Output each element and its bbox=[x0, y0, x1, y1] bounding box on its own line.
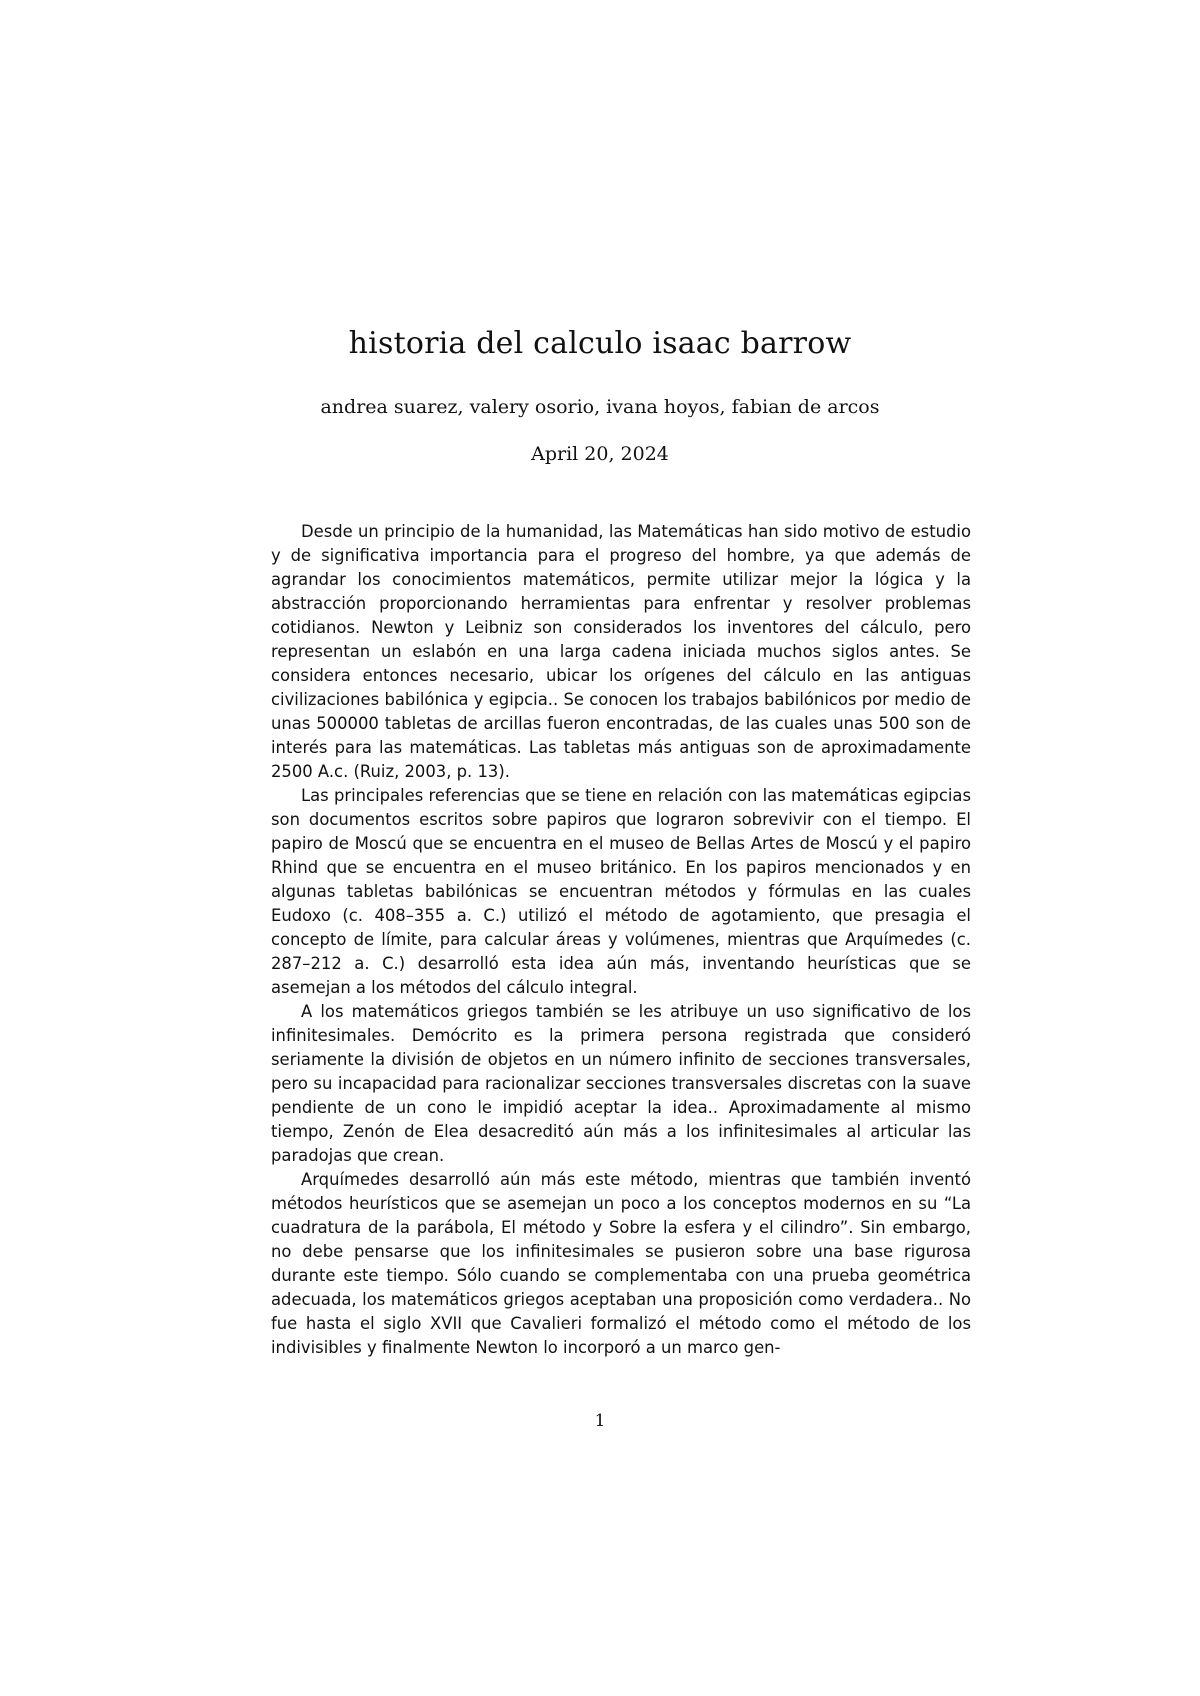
document-body bbox=[271, 520, 971, 1360]
paragraph: A los matemáticos griegos también se les atribuye un uso significativo de los infinitesimales. Demócrito es la primera persona registrada que consideró seriamente la división de objetos en un número infinito de secciones transversales, pero su incapacidad para racionalizar secciones transversales discretas con la suave pendiente de un cono le impidió aceptar la idea.. Aproximadamente al mismo tiempo, Zenón de Elea desacreditó aún más a los infinitesimales al articular las paradojas que crean. bbox=[271, 1002, 971, 1165]
document-title: historia del calculo isaac barrow bbox=[348, 326, 852, 361]
paragraph: Las principales referencias que se tiene en relación con las matemáticas egipcias son documentos escritos sobre papiros que lograron sobrevivir con el tiempo. El papiro de Moscú que se encuentra en el museo de Bellas Artes de Moscú y el papiro Rhind que se encuentra en el museo británico. En los papiros mencionados y en algunas tabletas babilónicas se encuentran métodos y fórmulas en las cuales Eudoxo (c. 408–355 a. C.) utilizó el método de agotamiento, que presagia el concepto de límite, para calcular áreas y volúmenes, mientras que Arquímedes (c. 287–212 a. C.) desarrolló esta idea aún más, inventando heurísticas que se asemejan a los métodos del cálculo integral. bbox=[271, 786, 971, 997]
paragraph: Desde un principio de la humanidad, las Matemáticas han sido motivo de estudio y de significativa importancia para el progreso del hombre, ya que además de agrandar los conocimientos matemáticos, permite utilizar mejor la lógica y la abstracción proporcionando herramientas para enfrentar y resolver problemas cotidianos. Newton y Leibniz son considerados los inventores del cálculo, pero representan un eslabón en una larga cadena iniciada muchos siglos antes. Se considera entonces necesario, ubicar los orígenes del cálculo en las antiguas civilizaciones babilónica y egipcia.. Se conocen los trabajos babilónicos por medio de unas 500000 tabletas de arcillas fueron encontradas, de las cuales unas 500 son de interés para las matemáticas. Las tabletas más antiguas son de aproximadamente 2500 A.c. (Ruiz, 2003, p. 13). bbox=[271, 522, 971, 781]
paragraph: Arquímedes desarrolló aún más este método, mientras que también inventó métodos heurísticos que se asemejan un poco a los conceptos modernos en su “La cuadratura de la parábola, El método y Sobre la esfera y el cilindro”. Sin embargo, no debe pensarse que los infinitesimales se pusieron sobre una base rigurosa durante este tiempo. Sólo cuando se complementaba con una prueba geométrica adecuada, los matemáticos griegos aceptaban una proposición como verdadera.. No fue hasta el siglo XVII que Cavalieri formalizó el método como el método de los indivisibles y finalmente Newton lo incorporó a un marco gen- bbox=[271, 1170, 971, 1357]
page-number: 1 bbox=[594, 1411, 606, 1431]
document-authors: andrea suarez, valery osorio, ivana hoyos, fabian de arcos bbox=[320, 396, 880, 418]
document-date: April 20, 2024 bbox=[531, 443, 669, 465]
